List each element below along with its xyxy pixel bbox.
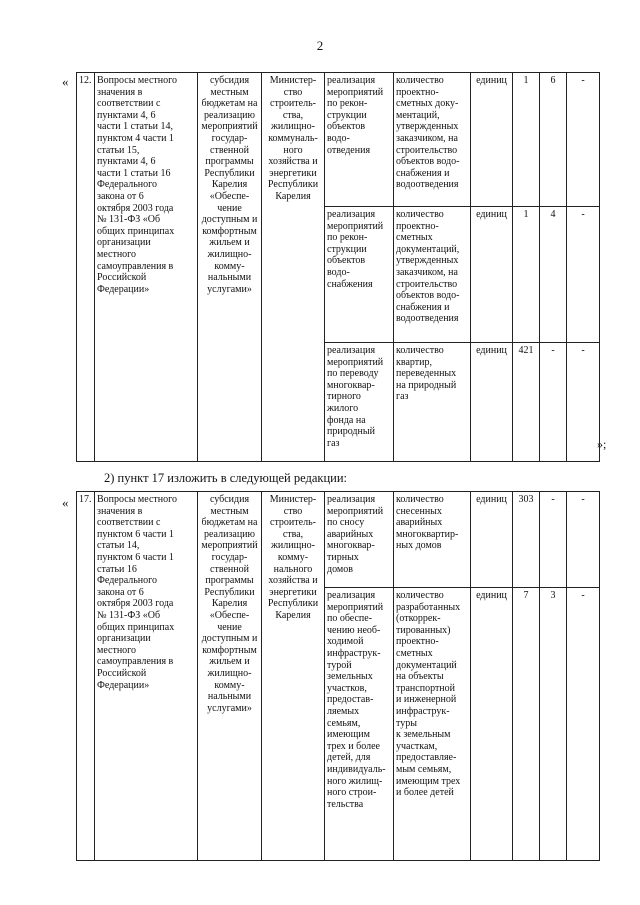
- value-cell: 4: [540, 207, 567, 343]
- value-cell: -: [567, 343, 600, 462]
- quote-close: »;: [597, 437, 607, 451]
- activity-cell: реализация мероприятий по рекон- струкции объектов водо- снабжения: [325, 207, 394, 343]
- indicator-cell: количество квартир, переведенных на природный газ: [394, 343, 471, 462]
- activity-cell: реализация мероприятий по рекон- струкции объектов водо- отведения: [325, 73, 394, 207]
- value-cell: 1: [513, 73, 540, 207]
- ministry-cell: Министер- ство строитель- ства, жилищно- коммуналь- ного хозяйства и энергетики Республики Карелия: [262, 73, 325, 462]
- indicator-cell: количество разработанных (откоррек- тированных) проектно- сметных документаций на объекты транспортной и инженерной инфраструк- туры к земельным участкам, предоставляе- мым семьям, имеющим трех и более детей: [394, 588, 471, 861]
- page-number: 2: [316, 38, 324, 53]
- value-cell: 3: [540, 588, 567, 861]
- value-cell: 1: [513, 207, 540, 343]
- value-cell: -: [567, 207, 600, 343]
- activity-cell: реализация мероприятий по сносу аварийных многоквар- тирных домов: [325, 492, 394, 588]
- value-cell: -: [567, 588, 600, 861]
- value-cell: 303: [513, 492, 540, 588]
- activity-cell: реализация мероприятий по обеспе- чению необ- ходимой инфраструк- турой земельных участков, предостав- ляемых семьям, имеющим трех и более детей, для индивидуаль- ного жилищ- ного строи- тельства: [325, 588, 394, 861]
- value-cell: 6: [540, 73, 567, 207]
- indicator-cell: количество проектно- сметных документаций, утвержденных заказчиком, на строительство объектов водо- снабжения и водоотведения: [394, 207, 471, 343]
- value-cell: 7: [513, 588, 540, 861]
- local-issue-cell: Вопросы местного значения в соответствии с пунктом 6 части 1 статьи 14, пунктом 6 части 1 статьи 16 Федерального закона от 6 октября 2003 года № 131-ФЗ «Об общих принципах организации местного самоуправления в Российской Федерации»: [95, 492, 198, 861]
- subsidy-cell: субсидия местным бюджетам на реализацию мероприятий государ- ственной программы Республики Карелия «Обеспе- чение доступным и комфортным жильем и жилищно- комму- нальными услугами»: [198, 492, 262, 861]
- activity-cell: реализация мероприятий по переводу многоквар- тирного жилого фонда на природный газ: [325, 343, 394, 462]
- item-number: 12.: [77, 73, 95, 462]
- value-cell: 421: [513, 343, 540, 462]
- indicator-cell: количество проектно- сметных доку- ментаций, утвержденных заказчиком, на строительство объектов водо- снабжения и водоотведения: [394, 73, 471, 207]
- unit-cell: единиц: [471, 73, 513, 207]
- quote-open-1: «: [62, 74, 69, 89]
- indicator-cell: количество снесенных аварийных многоквартир- ных домов: [394, 492, 471, 588]
- local-issue-cell: Вопросы местного значения в соответствии с пунктами 4, 6 части 1 статьи 14, пунктом 4 части 1 статьи 15, пунктами 4, 6 части 1 статьи 16 Федерального закона от 6 октября 2003 года № 131-ФЗ «Об общих принципах организации местного самоуправления в Российской Федерации»: [95, 73, 198, 462]
- quote-open-2: «: [62, 495, 69, 510]
- unit-cell: единиц: [471, 492, 513, 588]
- item-number: 17.: [77, 492, 95, 861]
- amendment-text: 2) пункт 17 изложить в следующей редакции:: [104, 471, 347, 485]
- table-item-17: [76, 491, 600, 861]
- value-cell: -: [540, 343, 567, 462]
- subsidy-cell: субсидия местным бюджетам на реализацию мероприятий государ- ственной программы Республики Карелия «Обеспе- чение доступным и комфортным жильем и жилищно- комму- нальными услугами»: [198, 73, 262, 462]
- value-cell: -: [567, 73, 600, 207]
- table-item-12: [76, 72, 600, 462]
- unit-cell: единиц: [471, 588, 513, 861]
- table-row: [77, 492, 600, 588]
- table-row: [77, 73, 600, 207]
- unit-cell: единиц: [471, 343, 513, 462]
- ministry-cell: Министер- ство строитель- ства, жилищно- комму- нального хозяйства и энергетики Республики Карелия: [262, 492, 325, 861]
- unit-cell: единиц: [471, 207, 513, 343]
- value-cell: -: [567, 492, 600, 588]
- value-cell: -: [540, 492, 567, 588]
